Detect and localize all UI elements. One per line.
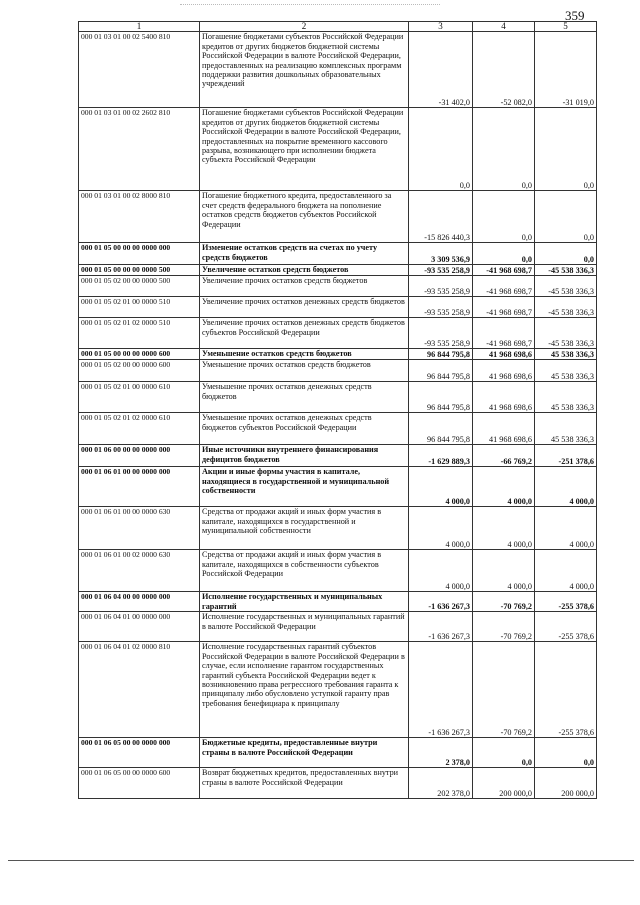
row-code-cell: 000 01 05 02 01 02 0000 610 <box>79 413 200 445</box>
row-code-cell: 000 01 03 01 00 02 8000 810 <box>79 191 200 243</box>
row-value-col4: 0,0 <box>473 191 535 243</box>
bottom-divider <box>8 860 634 861</box>
row-value-col3: 96 844 795,8 <box>409 413 473 445</box>
row-value-col4: 200 000,0 <box>473 768 535 799</box>
row-code-cell: 000 01 05 02 00 00 0000 500 <box>79 276 200 297</box>
row-value-col4: 41 968 698,6 <box>473 349 535 360</box>
row-value-col4: 4 000,0 <box>473 507 535 550</box>
row-value-col4: 4 000,0 <box>473 467 535 507</box>
row-code-cell: 000 01 05 00 00 00 0000 600 <box>79 349 200 360</box>
row-name-cell: Увеличение остатков средств бюджетов <box>200 265 409 276</box>
row-value-col4: 0,0 <box>473 243 535 265</box>
row-value-col5: 4 000,0 <box>535 467 597 507</box>
header-cell-3: 3 <box>409 22 473 32</box>
row-code-cell: 000 01 06 01 00 00 0000 630 <box>79 507 200 550</box>
row-value-col3: -93 535 258,9 <box>409 297 473 318</box>
row-value-col4: -70 769,2 <box>473 612 535 642</box>
row-value-col3: -1 636 267,3 <box>409 592 473 612</box>
row-code-cell: 000 01 06 05 00 00 0000 600 <box>79 768 200 799</box>
row-code-cell: 000 01 03 01 00 02 5400 810 <box>79 32 200 108</box>
table-row <box>79 642 597 738</box>
row-name-cell: Средства от продажи акций и иных форм участия в капитале, находящихся в государственной и муниципальной собственности <box>200 507 409 550</box>
budget-sources-table <box>78 21 597 799</box>
row-name-cell: Погашение бюджетами субъектов Российской Федерации кредитов от других бюджетов бюджетной системы Российской Федерации в валюте Российской Федерации, предоставленных на реализацию комплексных программ поддержки развития дошкольных образовательных учреждений <box>200 32 409 108</box>
row-value-col5: -255 378,6 <box>535 592 597 612</box>
row-value-col3: 2 378,0 <box>409 738 473 768</box>
row-value-col5: 45 538 336,3 <box>535 413 597 445</box>
table-row <box>79 297 597 318</box>
row-code-cell: 000 01 06 00 00 00 0000 000 <box>79 445 200 467</box>
row-code-cell: 000 01 06 04 00 00 0000 000 <box>79 592 200 612</box>
row-value-col5: 45 538 336,3 <box>535 360 597 382</box>
row-code-cell: 000 01 05 02 01 02 0000 510 <box>79 318 200 349</box>
row-value-col5: 0,0 <box>535 108 597 191</box>
row-name-cell: Увеличение прочих остатков денежных средств бюджетов <box>200 297 409 318</box>
row-value-col5: 0,0 <box>535 738 597 768</box>
row-code-cell: 000 01 05 02 01 00 0000 610 <box>79 382 200 413</box>
header-cell-1: 1 <box>79 22 200 32</box>
row-value-col3: -1 636 267,3 <box>409 612 473 642</box>
row-value-col4: -52 082,0 <box>473 32 535 108</box>
table-row <box>79 768 597 799</box>
row-value-col5: -31 019,0 <box>535 32 597 108</box>
row-code-cell: 000 01 05 02 00 00 0000 600 <box>79 360 200 382</box>
row-value-col4: 41 968 698,6 <box>473 382 535 413</box>
row-value-col4: -41 968 698,7 <box>473 276 535 297</box>
table-row <box>79 32 597 108</box>
row-value-col3: -31 402,0 <box>409 32 473 108</box>
row-name-cell: Уменьшение прочих остатков денежных средств бюджетов <box>200 382 409 413</box>
row-value-col4: -41 968 698,7 <box>473 318 535 349</box>
row-value-col4: -70 769,2 <box>473 642 535 738</box>
table-row <box>79 318 597 349</box>
table-row <box>79 738 597 768</box>
table-row <box>79 550 597 592</box>
row-value-col3: -93 535 258,9 <box>409 276 473 297</box>
table-row <box>79 382 597 413</box>
table-header-row <box>79 22 597 32</box>
table-row <box>79 191 597 243</box>
row-value-col3: -93 535 258,9 <box>409 318 473 349</box>
row-value-col3: 4 000,0 <box>409 550 473 592</box>
row-value-col4: -70 769,2 <box>473 592 535 612</box>
row-code-cell: 000 01 05 02 01 00 0000 510 <box>79 297 200 318</box>
row-value-col3: 96 844 795,8 <box>409 360 473 382</box>
row-value-col4: -41 968 698,7 <box>473 297 535 318</box>
row-name-cell: Увеличение прочих остатков денежных средств бюджетов субъектов Российской Федерации <box>200 318 409 349</box>
header-cell-4: 4 <box>473 22 535 32</box>
row-value-col5: -255 378,6 <box>535 642 597 738</box>
row-value-col5: -45 538 336,3 <box>535 297 597 318</box>
row-code-cell: 000 01 06 05 00 00 0000 000 <box>79 738 200 768</box>
header-cell-5: 5 <box>535 22 597 32</box>
row-value-col4: 0,0 <box>473 108 535 191</box>
row-value-col4: 0,0 <box>473 738 535 768</box>
row-value-col4: 41 968 698,6 <box>473 360 535 382</box>
row-code-cell: 000 01 06 01 00 00 0000 000 <box>79 467 200 507</box>
row-code-cell: 000 01 06 04 01 00 0000 000 <box>79 612 200 642</box>
row-value-col3: 96 844 795,8 <box>409 382 473 413</box>
row-name-cell: Увеличение прочих остатков средств бюджетов <box>200 276 409 297</box>
row-value-col5: -45 538 336,3 <box>535 265 597 276</box>
row-name-cell: Бюджетные кредиты, предоставленные внутри страны в валюте Российской Федерации <box>200 738 409 768</box>
row-name-cell: Уменьшение остатков средств бюджетов <box>200 349 409 360</box>
table-row <box>79 265 597 276</box>
table-row <box>79 360 597 382</box>
row-name-cell: Погашение бюджетами субъектов Российской Федерации кредитов от других бюджетов бюджетной системы Российской Федерации в валюте Российской Федерации, предоставленных на покрытие временного кассового разрыва, возникающего при исполнении бюджета субъекта Российской Федерации <box>200 108 409 191</box>
row-value-col3: 4 000,0 <box>409 507 473 550</box>
row-value-col4: 4 000,0 <box>473 550 535 592</box>
scan-artifact-line <box>180 4 440 5</box>
row-value-col5: 45 538 336,3 <box>535 382 597 413</box>
row-name-cell: Уменьшение прочих остатков денежных средств бюджетов субъектов Российской Федерации <box>200 413 409 445</box>
table-row <box>79 592 597 612</box>
row-value-col4: -41 968 698,7 <box>473 265 535 276</box>
row-value-col3: -15 826 440,3 <box>409 191 473 243</box>
table-row <box>79 445 597 467</box>
row-name-cell: Исполнение государственных и муниципальных гарантий <box>200 592 409 612</box>
row-value-col3: 96 844 795,8 <box>409 349 473 360</box>
row-name-cell: Средства от продажи акций и иных форм участия в капитале, находящихся в собственности субъектов Российской Федерации <box>200 550 409 592</box>
row-value-col4: 41 968 698,6 <box>473 413 535 445</box>
row-value-col3: 3 309 536,9 <box>409 243 473 265</box>
header-cell-2: 2 <box>200 22 409 32</box>
table-row <box>79 612 597 642</box>
row-value-col5: -255 378,6 <box>535 612 597 642</box>
row-value-col3: -93 535 258,9 <box>409 265 473 276</box>
row-code-cell: 000 01 05 00 00 00 0000 000 <box>79 243 200 265</box>
table-row <box>79 349 597 360</box>
row-name-cell: Иные источники внутреннего финансирования дефицитов бюджетов <box>200 445 409 467</box>
row-code-cell: 000 01 05 00 00 00 0000 500 <box>79 265 200 276</box>
row-value-col5: -45 538 336,3 <box>535 318 597 349</box>
row-code-cell: 000 01 06 04 01 02 0000 810 <box>79 642 200 738</box>
row-value-col4: -66 769,2 <box>473 445 535 467</box>
row-name-cell: Акции и иные формы участия в капитале, находящиеся в государственной и муниципальной собственности <box>200 467 409 507</box>
row-name-cell: Исполнение государственных гарантий субъектов Российской Федерации в валюте Российской Федерации в случае, если исполнение гарантом государственных гарантий субъекта Российской Федерации ведет к возникновению права регрессного требования гаранта к принципалу либо обусловлено уступкой гаранту прав требования бенефициара к принципалу <box>200 642 409 738</box>
row-value-col5: -45 538 336,3 <box>535 276 597 297</box>
row-value-col3: -1 636 267,3 <box>409 642 473 738</box>
row-value-col5: -251 378,6 <box>535 445 597 467</box>
row-code-cell: 000 01 06 01 00 02 0000 630 <box>79 550 200 592</box>
row-name-cell: Исполнение государственных и муниципальных гарантий в валюте Российской Федерации <box>200 612 409 642</box>
table-row <box>79 467 597 507</box>
row-name-cell: Изменение остатков средств на счетах по учету средств бюджетов <box>200 243 409 265</box>
row-name-cell: Уменьшение прочих остатков средств бюджетов <box>200 360 409 382</box>
row-value-col5: 0,0 <box>535 243 597 265</box>
row-value-col5: 4 000,0 <box>535 550 597 592</box>
row-value-col5: 0,0 <box>535 191 597 243</box>
row-name-cell: Возврат бюджетных кредитов, предоставленных внутри страны в валюте Российской Федерации <box>200 768 409 799</box>
row-value-col5: 45 538 336,3 <box>535 349 597 360</box>
row-value-col3: -1 629 889,3 <box>409 445 473 467</box>
row-code-cell: 000 01 03 01 00 02 2602 810 <box>79 108 200 191</box>
row-value-col3: 202 378,0 <box>409 768 473 799</box>
page-number: 359 <box>565 8 585 23</box>
table-row <box>79 507 597 550</box>
table-row <box>79 276 597 297</box>
row-value-col5: 4 000,0 <box>535 507 597 550</box>
table-row <box>79 108 597 191</box>
table-row <box>79 243 597 265</box>
table-row <box>79 413 597 445</box>
row-value-col5: 200 000,0 <box>535 768 597 799</box>
row-value-col3: 0,0 <box>409 108 473 191</box>
row-value-col3: 4 000,0 <box>409 467 473 507</box>
row-name-cell: Погашение бюджетного кредита, предоставленного за счет средств федерального бюджета на пополнение остатков средств бюджетов субъектов Российской Федерации <box>200 191 409 243</box>
